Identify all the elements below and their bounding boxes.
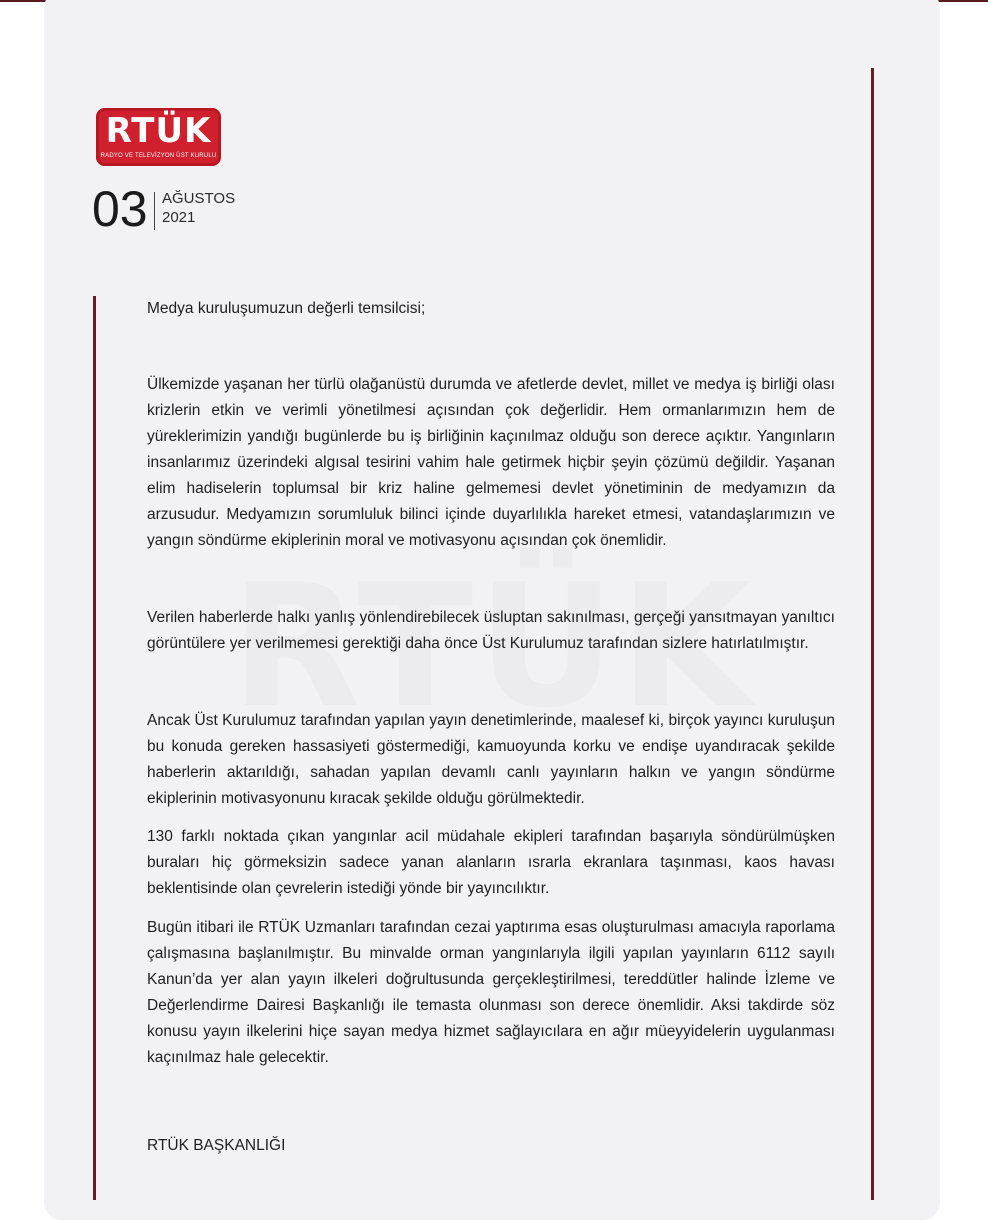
date-separator (154, 192, 155, 230)
logo-wordmark: RTÜK (105, 111, 212, 151)
date-year: 2021 (162, 209, 196, 226)
letter-paragraph-2: Verilen haberlerde halkı yanlış yönlendirebilecek üsluptan sakınılması, gerçeği yansıtmayan yanıltıcı görüntülere yer verilmemesi gerektiği daha önce Üst Kurulumuz tarafından sizlere hatırlatılmıştır. (147, 609, 835, 652)
date-month: AĞUSTOS (162, 190, 236, 207)
letter-greeting: Medya kuruluşumuzun değerli temsilcisi; (147, 300, 426, 317)
right-accent-rule (871, 68, 874, 1200)
letter-paragraph-3: Ancak Üst Kurulumuz tarafından yapılan yayın denetimlerinde, maalesef ki, birçok yayıncı kuruluşun bu konuda gereken hassasiyeti göstermediği, kamuoyunda korku ve endişe uyandıracak şekilde haberlerin aktarıldığı, sahadan yapılan devamlı canlı yayınların halkın ve yangın söndürme ekiplerinin motivasyonunu kıracak şekilde olduğu görülmektedir. (147, 712, 835, 807)
letter-signature: RTÜK BAŞKANLIĞI (147, 1137, 286, 1154)
letter-paragraph-1: Ülkemizde yaşanan her türlü olağanüstü durumda ve afetlerde devlet, millet ve medya iş birliği olası krizlerin etkin ve verimli yönetilmesi açısından çok değerlidir. Hem ormanlarımızın hem de yüreklerimizin yandığı bugünlerde bu iş birliğinin kaçınılmaz olduğu son derece açıktır. Yangınların insanlarımız üzerindeki algısal tesirini vahim hale getirmek hiçbir şeyin çözümü değildir. Yaşanan elim hadiselerin toplumsal bir kriz haline gelmemesi devlet yönetiminin de medyamızın da arzusudur. Medyamızın sorumluluk bilinci içinde duyarlılıkla hareket etmesi, vatandaşlarımızın ve yangın söndürme ekiplerinin moral ve motivasyonu açısından çok önemlidir. (147, 376, 835, 549)
date-day: 03 (92, 181, 148, 237)
left-accent-rule (93, 296, 96, 1200)
letter-paragraph-5: Bugün itibari ile RTÜK Uzmanları tarafından cezai yaptırıma esas oluşturulması amacıyla raporlama çalışmasına başlanılmıştır. Bu minvalde orman yangınlarıyla ilgili yapılan yayınların 6112 sayılı Kanun’da yer alan yayın ilkeleri doğrultusunda gerçekleştirilmesi, tereddütler halinde İzleme ve Değerlendirme Dairesi Başkanlığı ile temasta olunması son derece önemlidir. Aksi takdirde söz konusu yayın ilkelerini hiçe sayan medya hizmet sağlayıcılara en ağır müeyyidelerin uygulanması kaçınılmaz hale gelecektir. (147, 919, 835, 1066)
rtuk-logo (96, 108, 221, 166)
letter-paragraph-4: 130 farklı noktada çıkan yangınlar acil müdahale ekipleri tarafından başarıyla söndürülmüşken buraları hiç görmeksizin sadece yanan alanların ısrarla ekranlara taşınması, kaos havası beklentisinde olan çevrelerin istediği yönde bir yayıncılıktır. (147, 828, 835, 897)
logo-subtitle: RADYO VE TELEVİZYON ÜST KURULU (100, 153, 217, 159)
